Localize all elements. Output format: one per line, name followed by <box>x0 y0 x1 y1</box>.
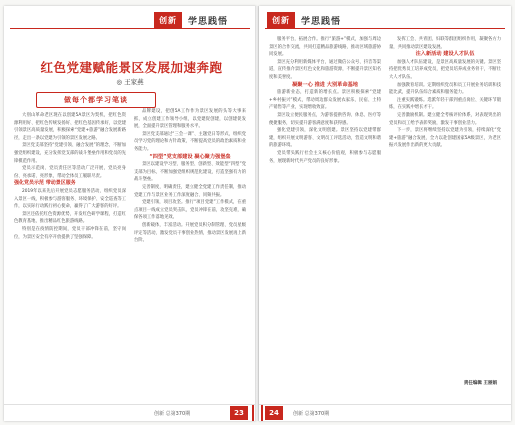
paragraph: 2019年以来先后开展党员志愿服务活动，组织党员深入景区一线，积极参与游客服务、环境保护、安全巡查等工作，以实际行动践行初心使命，赢得了广大游客的好评。 <box>14 188 126 210</box>
right-page <box>259 6 511 421</box>
paragraph: 加强教育培训。定期组织党员和员工开展业务培训和技能比武，提升队伍综合素质和服务能力。 <box>389 82 501 96</box>
page-header <box>267 10 341 30</box>
section-subheading: 注入新活动 建设人才队伍 <box>415 51 475 58</box>
column-badge-label: 做每个都学习笔谈 <box>64 96 128 104</box>
paragraph: 强化党建引领，深化文明创建。景区坚持以党建带群建，组织开展文明游客、文明员工评选活动，营造文明和谐的旅游环境。 <box>269 128 381 149</box>
column-title: 学思践悟 <box>188 16 229 27</box>
article-title: 红色党建赋能景区发展加速奔跑 <box>40 60 223 75</box>
left-column-1 <box>14 112 126 397</box>
page-header <box>154 10 228 30</box>
paragraph: 创新载体，丰富活动。开展党员积分制管理、党员星级评定等活动，激发党员干事创业热情，推动景区发展再上新台阶。 <box>134 222 246 244</box>
paragraph: 景区以建设学习型、服务型、创新型、效能型“四型”党支部为目标，不断加强党组织规范化建设，打造坚强有力的战斗堡垒。 <box>134 162 246 183</box>
header-rule <box>265 28 505 29</box>
page-footer <box>259 404 511 421</box>
page-number: 24 <box>265 406 283 420</box>
paragraph: 旅游新业态，打造新的增长点。景区积极探索“党建+乡村振兴”模式，带动周边群众发展农家乐、民宿、土特产销售等产业，实现增收致富。 <box>269 90 381 111</box>
paragraph: 景区充分利用新媒体平台，通过微信公众号、抖音等渠道，宣传推介景区红色文化和旅游资源，不断提升景区知名度和美誉度。 <box>269 59 381 80</box>
paragraph: 服务平台，拓展合作。推行“旅游+”模式，加强与周边景区的合作交流，共同打造精品旅游线路，推动区域旅游协同发展。 <box>269 37 381 58</box>
column-badge <box>36 92 156 108</box>
page-edge-mark <box>261 405 263 421</box>
paragraph: 品牌建设，把创5A工作作为景区发展的头等大事来抓，成立创建工作领导小组，以党建促创建，以创建促发展，全面提升景区管理和服务水平。 <box>134 109 246 130</box>
paragraph: 景区党支部坚持“党建引领、融合发展”的理念，不断加强党组织建设，充分发挥党支部的战斗堡垒作用和党员的先锋模范作用。 <box>14 143 126 164</box>
right-column-2 <box>389 36 501 376</box>
header-rule <box>10 28 250 29</box>
paragraph: 发挥工会、共青团、妇联等群团组织作用，凝聚各方力量，共同推动景区建设发展。 <box>389 37 501 50</box>
paragraph: 完善激励机制。建立健全考核评价体系，对表现突出的党员和员工给予表彰奖励，激发干事创业活力。 <box>389 112 501 126</box>
paragraph: 景区党支部通过“三会一课”、主题党日等形式，组织党员学习党的理论和方针政策，不断提高党员的政治素质和业务能力。 <box>134 131 246 152</box>
paragraph: 加强人才队伍建设，是景区高质量发展的关键。景区坚持把优秀员工培养成党员，把党员培养成业务骨干，不断壮大人才队伍。 <box>389 59 501 80</box>
paragraph: 党员示范岗、党员责任区等活动广泛开展，党员亮身份、亮承诺、亮形象，带动全体员工履职尽责。 <box>14 166 126 179</box>
publication-info: 创新 总第370期 <box>154 411 191 417</box>
section-subheading: “四型”党支部建设 凝心聚力强堡垒 <box>149 153 231 160</box>
paragraph: 注重实践锻炼。选派年轻干部到重点岗位、关键环节锻炼，在实践中增长才干。 <box>389 97 501 111</box>
paragraph: 景区还依托红色资源优势，开发红色研学课程，打造红色教育基地，推出精品红色旅游线路。 <box>14 211 126 225</box>
paragraph: 大别山革命老区现在以创建5A景区为契机，把红色资源利用好、把红色传统发扬好、把红色基因传承好，以党建引领景区高质量发展，积极探索“党建+旅游”融合发展新路径，走出一条以党建为引领的景区发展之路。 <box>14 113 126 141</box>
paragraph: 党员带头践行社会主义核心价值观，积极参与志愿服务，展现新时代共产党员的良好形象。 <box>269 150 381 164</box>
paragraph: 景区设立便民服务点，为游客提供咨询、休息、医疗等便捷服务，切实提升游客满意度和获得感。 <box>269 112 381 126</box>
left-page <box>4 6 256 421</box>
column-title: 学思践悟 <box>301 16 342 27</box>
section-subheading: 强化党员示范 带动景区服务 <box>14 180 76 187</box>
magazine-logo: 创新 <box>154 12 182 28</box>
paragraph: 党建引领，项目攻坚。推行“项目党建”工作模式，在重点项目一线成立党员突击队，党员冲锋在前，攻坚克难，确保各项工作落地见效。 <box>134 200 246 221</box>
paragraph: 特别是在疫情防控期间，党员干部冲锋在前，坚守岗位，为景区安全有序开放提供了坚强保障。 <box>14 226 126 240</box>
page-edge-mark <box>252 405 254 421</box>
page-footer <box>4 404 256 421</box>
page-number: 23 <box>230 406 248 420</box>
left-column-2 <box>134 108 246 397</box>
paragraph: 完善制度，明确责任，建立健全党建工作责任制，推动党建工作与景区业务工作深度融合、同频共振。 <box>134 184 246 198</box>
publication-info: 创新 总第370期 <box>293 411 330 417</box>
right-column-1 <box>269 36 381 398</box>
editor-credit: 责任编辑 王丽娟 <box>463 381 497 386</box>
paragraph: 下一步，景区将继续坚持以党建为引领，持续深化“党建+旅游”融合发展，全力以赴创建国家5A级景区，为老区振兴发展作出新的更大贡献。 <box>389 128 501 149</box>
section-subheading: 凝聚一心 推进 大别革命基地 <box>292 81 358 88</box>
magazine-logo: 创新 <box>267 12 295 28</box>
article-byline: ◎ 王家燕 <box>116 78 144 86</box>
